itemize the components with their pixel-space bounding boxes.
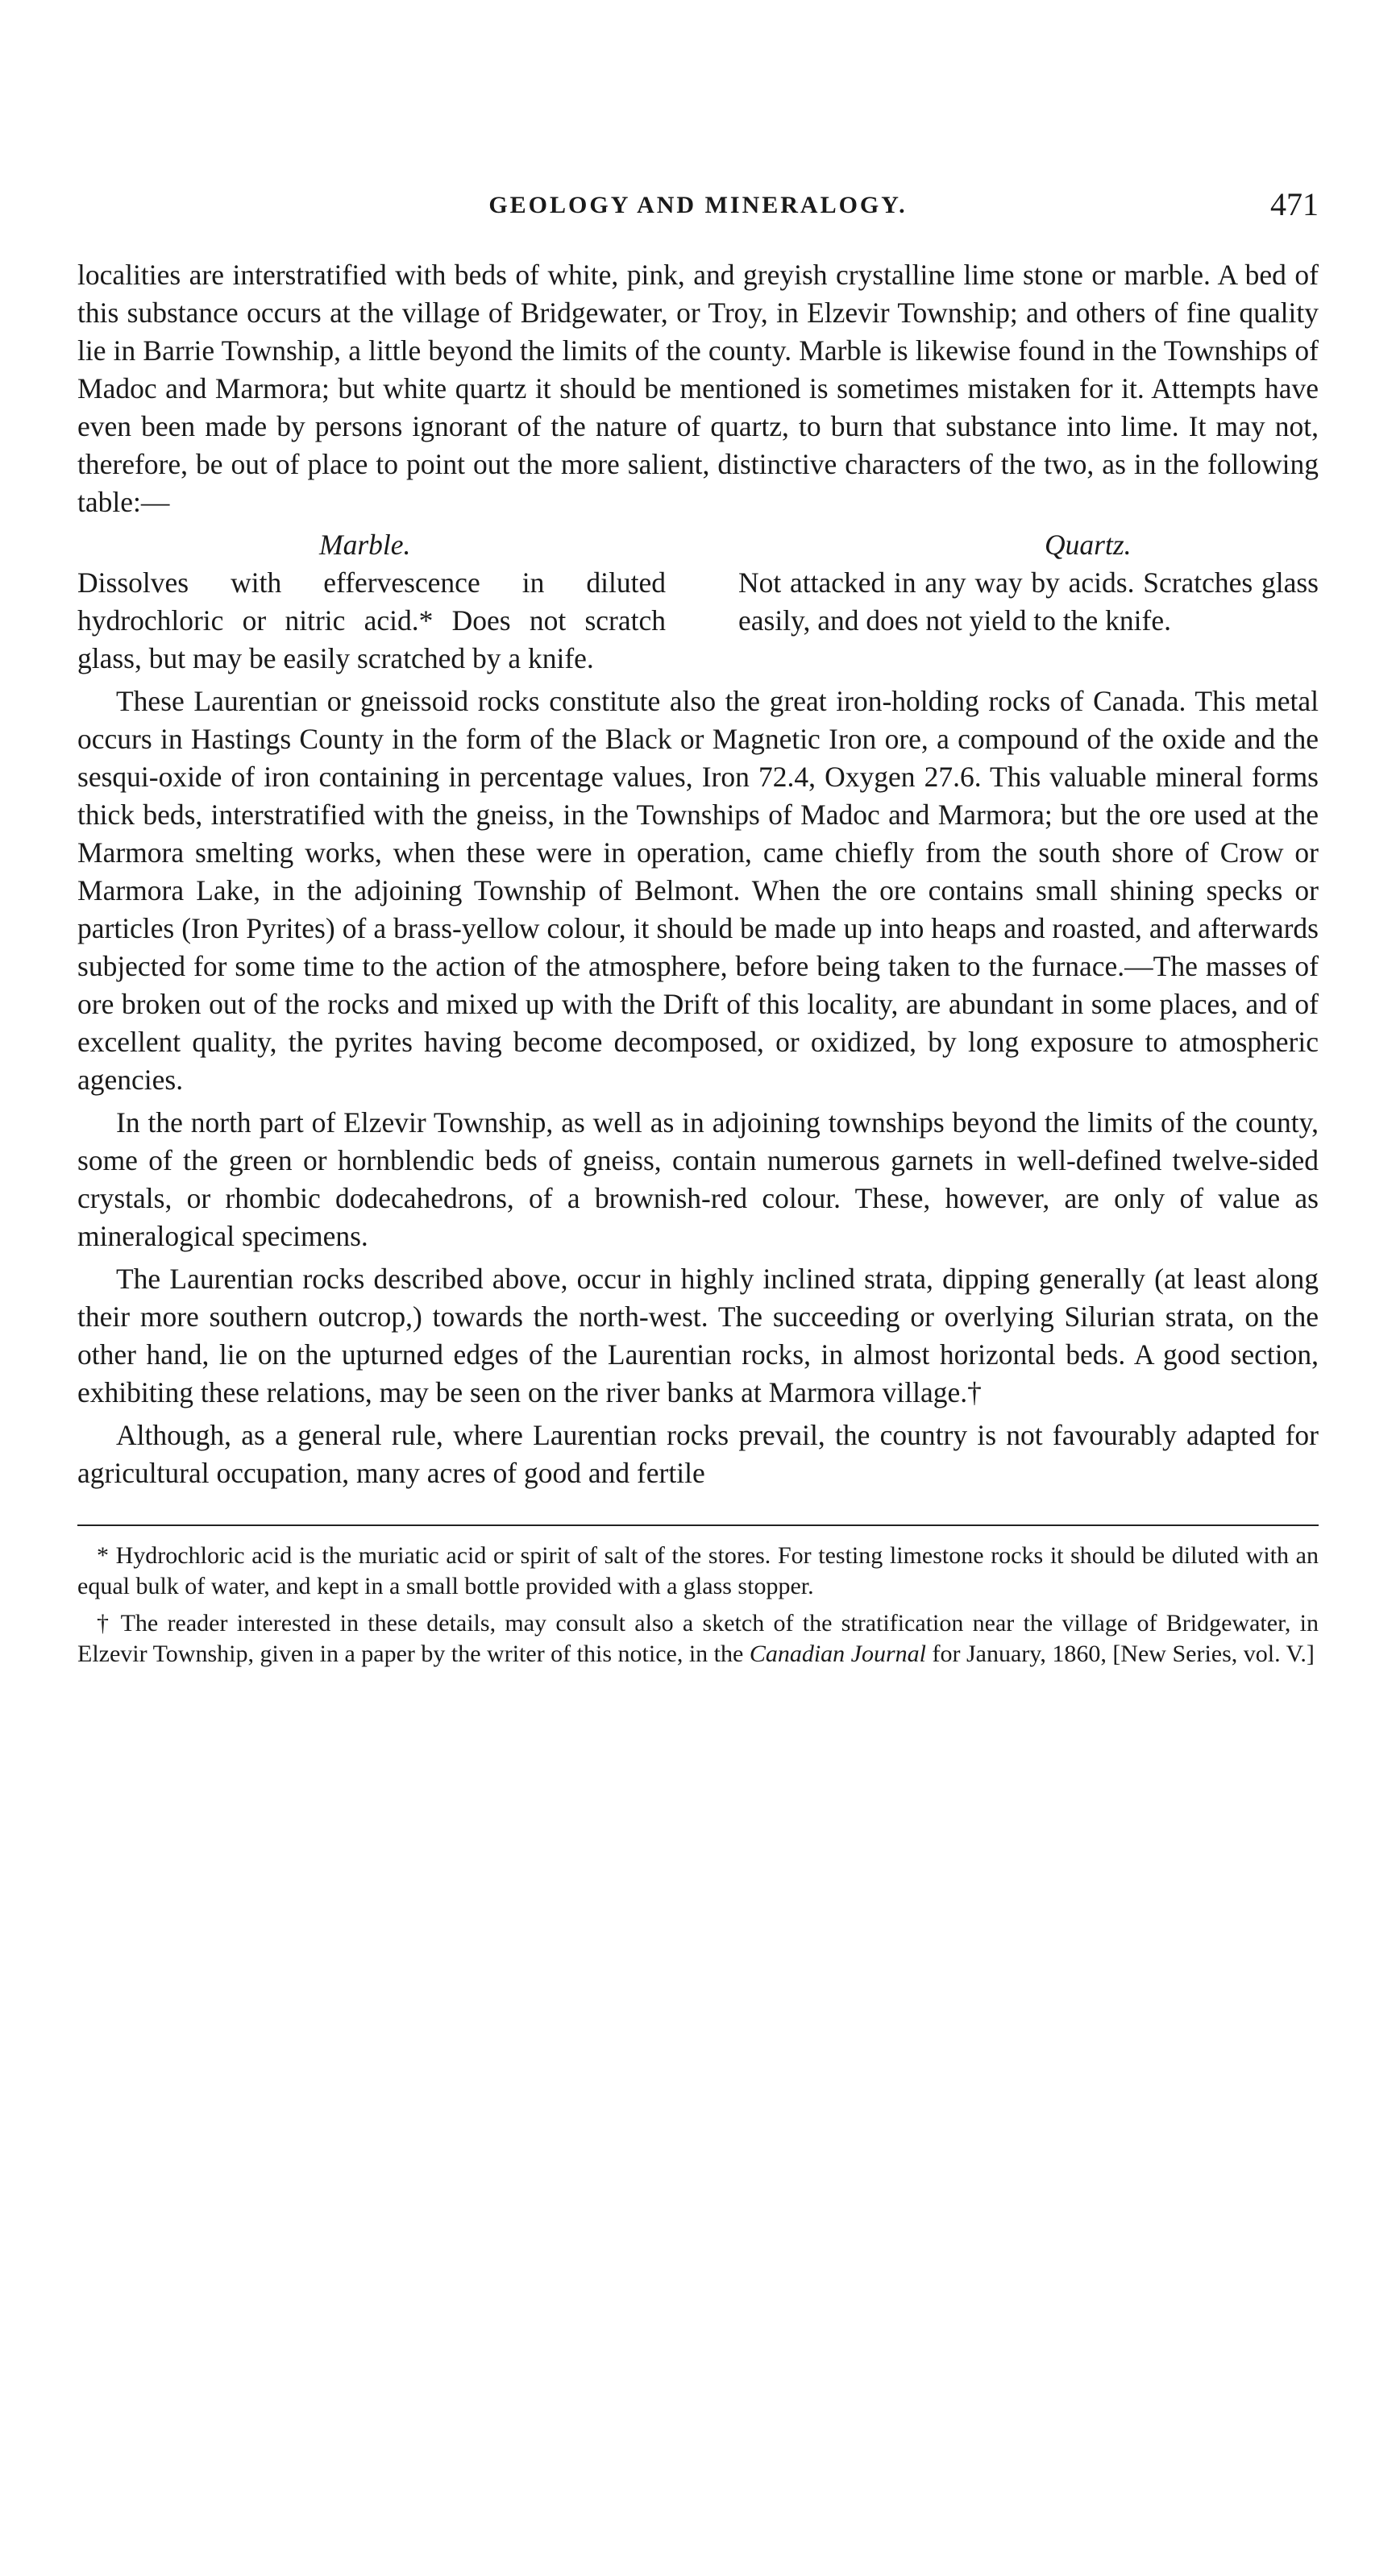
journal-title: Canadian Journal <box>749 1641 926 1667</box>
paragraph-2: These Laurentian or gneissoid rocks constitute also the great iron-holding rocks of Canada. This metal occurs in Hastings County in the form of the Black or Magnetic Iron ore, a compound of the oxide and the sesqui-oxide of iron containing in percentage values, Iron 72.4, Oxygen 27.6. This valuable mineral forms thick beds, interstratified with the gneiss, in the Townships of Madoc and Marmora; but the ore used at the Marmora smelting works, when these were in operation, came chiefly from the south shore of Crow or Marmora Lake, in the adjoining Township of Belmont. When the ore contains small shining specks or particles (Iron Pyrites) of a brass-yellow colour, it should be made up into heaps and roasted, and afterwards subjected for some time to the action of the atmosphere, before being taken to the furnace.—The masses of ore broken out of the rocks and mixed up with the Drift of this locality, are abundant in some places, and of excellent quality, the pyrites having become decomposed, or oxidized, by long exposure to atmospheric agencies. <box>77 685 1319 1096</box>
page <box>77 185 1319 1676</box>
footnote-1: * Hydrochloric acid is the muriatic acid or spirit of salt of the stores. For testing limestone rocks it should be diluted with an equal bulk of water, and kept in a small bottle provided with a glass stopper. <box>77 1542 1319 1599</box>
paragraph-5: Although, as a general rule, where Laurentian rocks prevail, the country is not favourably adapted for agricultural occupation, many acres of good and fertile <box>77 1419 1319 1489</box>
footnote-2-text: † The reader interested in these details, may consult also a sketch of the stratification near the village of Bridgewater, in Elzevir Township, given in a paper by the writer of this notice, in the <box>77 1610 1319 1667</box>
marble-heading: Marble. <box>319 529 411 561</box>
marble-description: Dissolves with effervescence in diluted hydrochloric or nitric acid.* Does not scratch glass, but may be easily scratched by a knife. <box>77 566 666 674</box>
footnote-divider <box>77 1524 1319 1526</box>
quartz-column <box>738 526 1319 678</box>
running-head <box>77 185 1319 234</box>
running-title: GEOLOGY AND MINERALOGY. <box>488 192 908 218</box>
paragraph-4: The Laurentian rocks described above, occur in highly inclined strata, dipping generally (at least along their more southern outcrop,) towards the north-west. The succeeding or overlying Silurian strata, on the other hand, lie on the upturned edges of the Laurentian rocks, in almost horizontal beds. A good section, exhibiting these relations, may be seen on the river banks at Marmora village.† <box>77 1263 1319 1408</box>
page-number: 471 <box>1270 186 1319 222</box>
body-text <box>77 256 1319 1492</box>
marble-column <box>77 526 666 678</box>
paragraph-1: localities are interstratified with beds of white, pink, and greyish crystalline lime stone or marble. A bed of this substance occurs at the village of Bridgewater, or Troy, in Elzevir Township; and others of fine quality lie in Barrie Township, a little beyond the limits of the county. Marble is likewise found in the Townships of Madoc and Marmora; but white quartz it should be mentioned is sometimes mistaken for it. Attempts have even been made by persons ignorant of the nature of quartz, to burn that substance into lime. It may not, therefore, be out of place to point out the more salient, distinctive characters of the two, as in the following table:— <box>77 259 1319 518</box>
footnote-2 <box>77 1608 1319 1670</box>
footnote-2-tail: for January, 1860, [New Series, vol. V.] <box>925 1641 1315 1667</box>
paragraph-3: In the north part of Elzevir Township, as well as in adjoining townships beyond the limits of the county, some of the green or hornblendic beds of gneiss, contain numerous garnets in well-defined twelve-sided crystals, or rhombic dodecahedrons, of a brownish-red colour. These, however, are only of value as mineralogical specimens. <box>77 1106 1319 1252</box>
comparison-table <box>77 526 1319 678</box>
quartz-heading: Quartz. <box>1045 529 1132 561</box>
footnotes <box>77 1524 1319 1670</box>
quartz-description: Not attacked in any way by acids. Scratches glass easily, and does not yield to the knife. <box>738 566 1319 637</box>
